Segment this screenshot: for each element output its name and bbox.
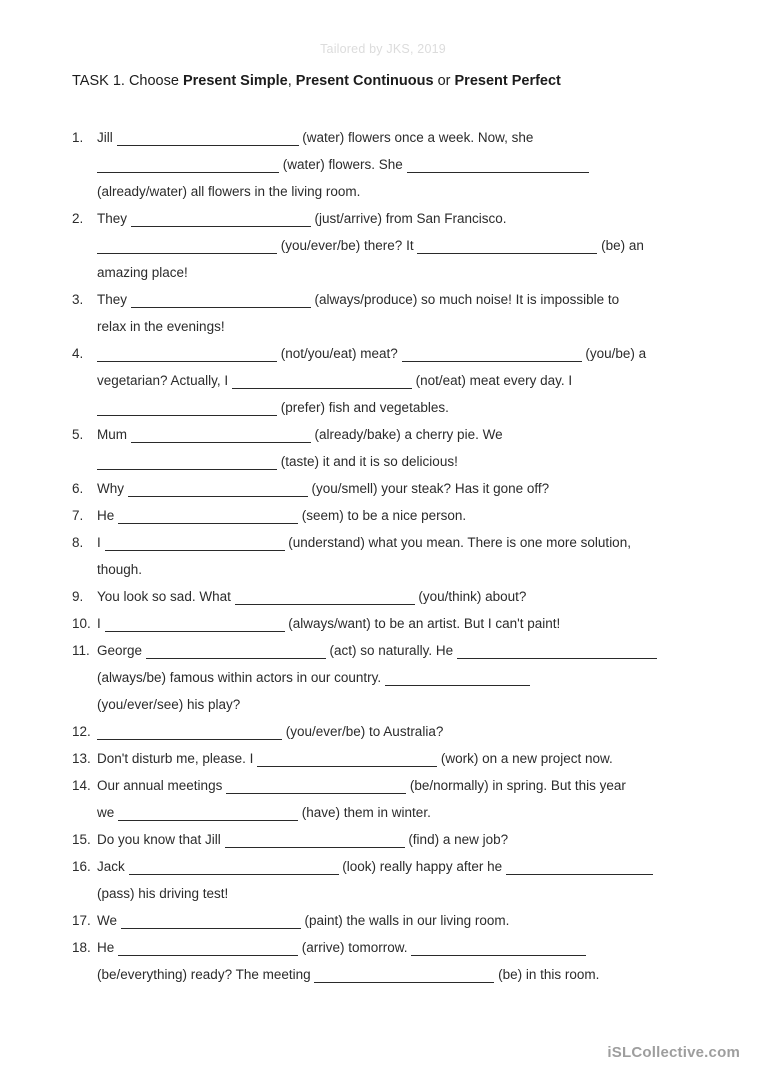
- blank-line: [118, 509, 298, 524]
- item-number: 15.: [72, 832, 91, 847]
- item-body: [97, 205, 706, 286]
- text-segment: (act) so naturally. He: [325, 643, 457, 658]
- item-line: [97, 529, 706, 556]
- blank-line: [118, 941, 298, 956]
- blank-line: [97, 158, 279, 173]
- blank-line: [417, 239, 597, 254]
- text-segment: They: [97, 292, 131, 307]
- item-line: [97, 880, 706, 907]
- text-segment: amazing place!: [97, 265, 188, 280]
- blank-line: [457, 644, 657, 659]
- task-title: [72, 73, 561, 89]
- text-segment: (always/be) famous within actors in our country.: [97, 670, 385, 685]
- exercise-item: [72, 718, 706, 745]
- text-segment: (arrive) tomorrow.: [298, 940, 412, 955]
- task-title-separator-1: ,: [287, 73, 296, 89]
- text-segment: (water) flowers. She: [279, 157, 407, 172]
- text-segment: I: [97, 616, 105, 631]
- text-segment: though.: [97, 562, 143, 577]
- item-number: 2.: [72, 211, 84, 226]
- exercise-item: [72, 772, 706, 826]
- blank-line: [97, 455, 277, 470]
- item-body: [97, 421, 706, 475]
- text-segment: He: [97, 508, 119, 523]
- text-segment: Why: [97, 481, 128, 496]
- item-body: [97, 718, 706, 745]
- item-line: [97, 340, 706, 367]
- blank-line: [411, 941, 586, 956]
- text-segment: vegetarian? Actually, I: [97, 373, 232, 388]
- text-segment: (not/you/eat) meat?: [277, 346, 402, 361]
- text-segment: (look) really happy after he: [338, 859, 506, 874]
- text-segment: (you/ever/see) his play?: [97, 697, 241, 712]
- text-segment: (be) in this room.: [494, 967, 600, 982]
- item-number: 9.: [72, 589, 84, 604]
- blank-line: [97, 239, 277, 254]
- task-option-present-perfect: Present Perfect: [454, 73, 561, 89]
- blank-line: [257, 752, 437, 767]
- text-segment: (always/produce) so much noise! It is impossible to: [310, 292, 620, 307]
- text-segment: we: [97, 805, 119, 820]
- text-segment: (have) them in winter.: [298, 805, 431, 820]
- item-body: [97, 745, 706, 772]
- item-line: [97, 799, 706, 826]
- text-segment: (you/ever/be) there? It: [277, 238, 418, 253]
- item-number: 11.: [72, 643, 90, 658]
- item-body: [97, 124, 706, 205]
- text-segment: Jill: [97, 130, 117, 145]
- item-number: 3.: [72, 292, 84, 307]
- text-segment: (be) an: [597, 238, 644, 253]
- item-line: [97, 637, 706, 664]
- item-number: 1.: [72, 130, 84, 145]
- item-line: [97, 583, 706, 610]
- text-segment: (always/want) to be an artist. But I can't paint!: [284, 616, 561, 631]
- item-line: [97, 556, 706, 583]
- exercise-item: [72, 826, 706, 853]
- item-number: 17.: [72, 913, 91, 928]
- brand-footer: iSLCollective.com: [607, 1044, 740, 1061]
- item-number: 12.: [72, 724, 91, 739]
- exercise-item: [72, 502, 706, 529]
- item-line: [97, 205, 706, 232]
- blank-line: [105, 617, 285, 632]
- text-segment: relax in the evenings!: [97, 319, 225, 334]
- blank-line: [131, 293, 311, 308]
- item-body: [97, 772, 706, 826]
- item-line: [97, 475, 706, 502]
- item-body: [97, 340, 706, 421]
- blank-line: [225, 833, 405, 848]
- item-line: [97, 313, 706, 340]
- exercise-item: [72, 421, 706, 475]
- text-segment: (work) on a new project now.: [437, 751, 613, 766]
- item-number: 8.: [72, 535, 84, 550]
- blank-line: [314, 968, 494, 983]
- text-segment: Don't disturb me, please. I: [97, 751, 258, 766]
- item-line: [97, 502, 706, 529]
- item-body: [97, 529, 706, 583]
- item-body: [97, 610, 706, 637]
- exercise-item: [72, 340, 706, 421]
- item-line: [97, 421, 706, 448]
- item-line: [97, 232, 706, 259]
- blank-line: [97, 347, 277, 362]
- text-segment: We: [97, 913, 121, 928]
- exercise-item: [72, 529, 706, 583]
- item-body: [97, 286, 706, 340]
- text-segment: (paint) the walls in our living room.: [300, 913, 510, 928]
- text-segment: (not/eat) meat every day. I: [411, 373, 573, 388]
- item-body: [97, 583, 706, 610]
- text-segment: (prefer) fish and vegetables.: [277, 400, 449, 415]
- text-segment: (already/bake) a cherry pie. We: [310, 427, 503, 442]
- item-line: [97, 124, 706, 151]
- item-body: [97, 475, 706, 502]
- blank-line: [97, 401, 277, 416]
- item-line: [97, 772, 706, 799]
- blank-line: [105, 536, 285, 551]
- exercise-item: [72, 745, 706, 772]
- text-segment: (be/normally) in spring. But this year: [406, 778, 626, 793]
- blank-line: [131, 212, 311, 227]
- item-line: [97, 259, 706, 286]
- item-number: 13.: [72, 751, 91, 766]
- blank-line: [121, 914, 301, 929]
- item-body: [97, 826, 706, 853]
- text-segment: (understand) what you mean. There is one more solution,: [284, 535, 631, 550]
- task-title-separator-2: or: [433, 73, 455, 89]
- exercise-item: [72, 853, 706, 907]
- item-line: [97, 178, 706, 205]
- item-body: [97, 637, 706, 718]
- text-segment: Mum: [97, 427, 131, 442]
- blank-line: [232, 374, 412, 389]
- text-segment: (you/be) a: [581, 346, 647, 361]
- blank-line: [131, 428, 311, 443]
- item-number: 10.: [72, 616, 91, 631]
- item-body: [97, 934, 706, 988]
- text-segment: Do you know that Jill: [97, 832, 225, 847]
- item-line: [97, 826, 706, 853]
- text-segment: I: [97, 535, 105, 550]
- blank-line: [97, 725, 282, 740]
- exercise-item: [72, 583, 706, 610]
- item-line: [97, 691, 706, 718]
- blank-line: [506, 860, 653, 875]
- item-number: 18.: [72, 940, 91, 955]
- text-segment: (you/think) about?: [414, 589, 527, 604]
- text-segment: Our annual meetings: [97, 778, 227, 793]
- item-number: 4.: [72, 346, 84, 361]
- text-segment: (be/everything) ready? The meeting: [97, 967, 315, 982]
- text-segment: (seem) to be a nice person.: [298, 508, 467, 523]
- item-body: [97, 853, 706, 907]
- text-segment: They: [97, 211, 131, 226]
- item-number: 14.: [72, 778, 91, 793]
- item-line: [97, 664, 706, 691]
- exercise-item: [72, 907, 706, 934]
- blank-line: [407, 158, 589, 173]
- exercise-item: [72, 637, 706, 718]
- item-line: [97, 394, 706, 421]
- item-line: [97, 718, 706, 745]
- exercise-item: [72, 205, 706, 286]
- item-number: 6.: [72, 481, 84, 496]
- blank-line: [118, 806, 298, 821]
- item-line: [97, 934, 706, 961]
- item-number: 5.: [72, 427, 84, 442]
- exercise-item: [72, 124, 706, 205]
- text-segment: Jack: [97, 859, 129, 874]
- item-body: [97, 502, 706, 529]
- text-segment: (water) flowers once a week. Now, she: [298, 130, 534, 145]
- blank-line: [235, 590, 415, 605]
- blank-line: [146, 644, 326, 659]
- item-line: [97, 286, 706, 313]
- item-line: [97, 367, 706, 394]
- item-line: [97, 151, 706, 178]
- item-number: 7.: [72, 508, 84, 523]
- item-line: [97, 853, 706, 880]
- item-line: [97, 745, 706, 772]
- blank-line: [226, 779, 406, 794]
- task-title-prefix: TASK 1. Choose: [72, 73, 183, 89]
- item-body: [97, 907, 706, 934]
- item-line: [97, 961, 706, 988]
- blank-line: [128, 482, 308, 497]
- blank-line: [129, 860, 339, 875]
- text-segment: (taste) it and it is so delicious!: [277, 454, 458, 469]
- blank-line: [402, 347, 582, 362]
- task-option-present-continuous: Present Continuous: [295, 73, 434, 89]
- text-segment: (already/water) all flowers in the living room.: [97, 184, 361, 199]
- exercise-item: [72, 475, 706, 502]
- item-line: [97, 448, 706, 475]
- text-segment: He: [97, 940, 119, 955]
- text-segment: (you/smell) your steak? Has it gone off?: [307, 481, 550, 496]
- text-segment: George: [97, 643, 146, 658]
- task-option-present-simple: Present Simple: [182, 73, 288, 89]
- item-number: 16.: [72, 859, 91, 874]
- blank-line: [117, 131, 299, 146]
- exercise-list: [72, 124, 706, 988]
- text-segment: (just/arrive) from San Francisco.: [310, 211, 507, 226]
- text-segment: (find) a new job?: [404, 832, 509, 847]
- item-line: [97, 907, 706, 934]
- text-segment: (you/ever/be) to Australia?: [282, 724, 444, 739]
- text-segment: You look so sad. What: [97, 589, 235, 604]
- item-line: [97, 610, 706, 637]
- exercise-item: [72, 934, 706, 988]
- text-segment: (pass) his driving test!: [97, 886, 229, 901]
- exercise-item: [72, 610, 706, 637]
- watermark-text: Tailored by JKS, 2019: [320, 42, 446, 56]
- exercise-item: [72, 286, 706, 340]
- blank-line: [385, 671, 530, 686]
